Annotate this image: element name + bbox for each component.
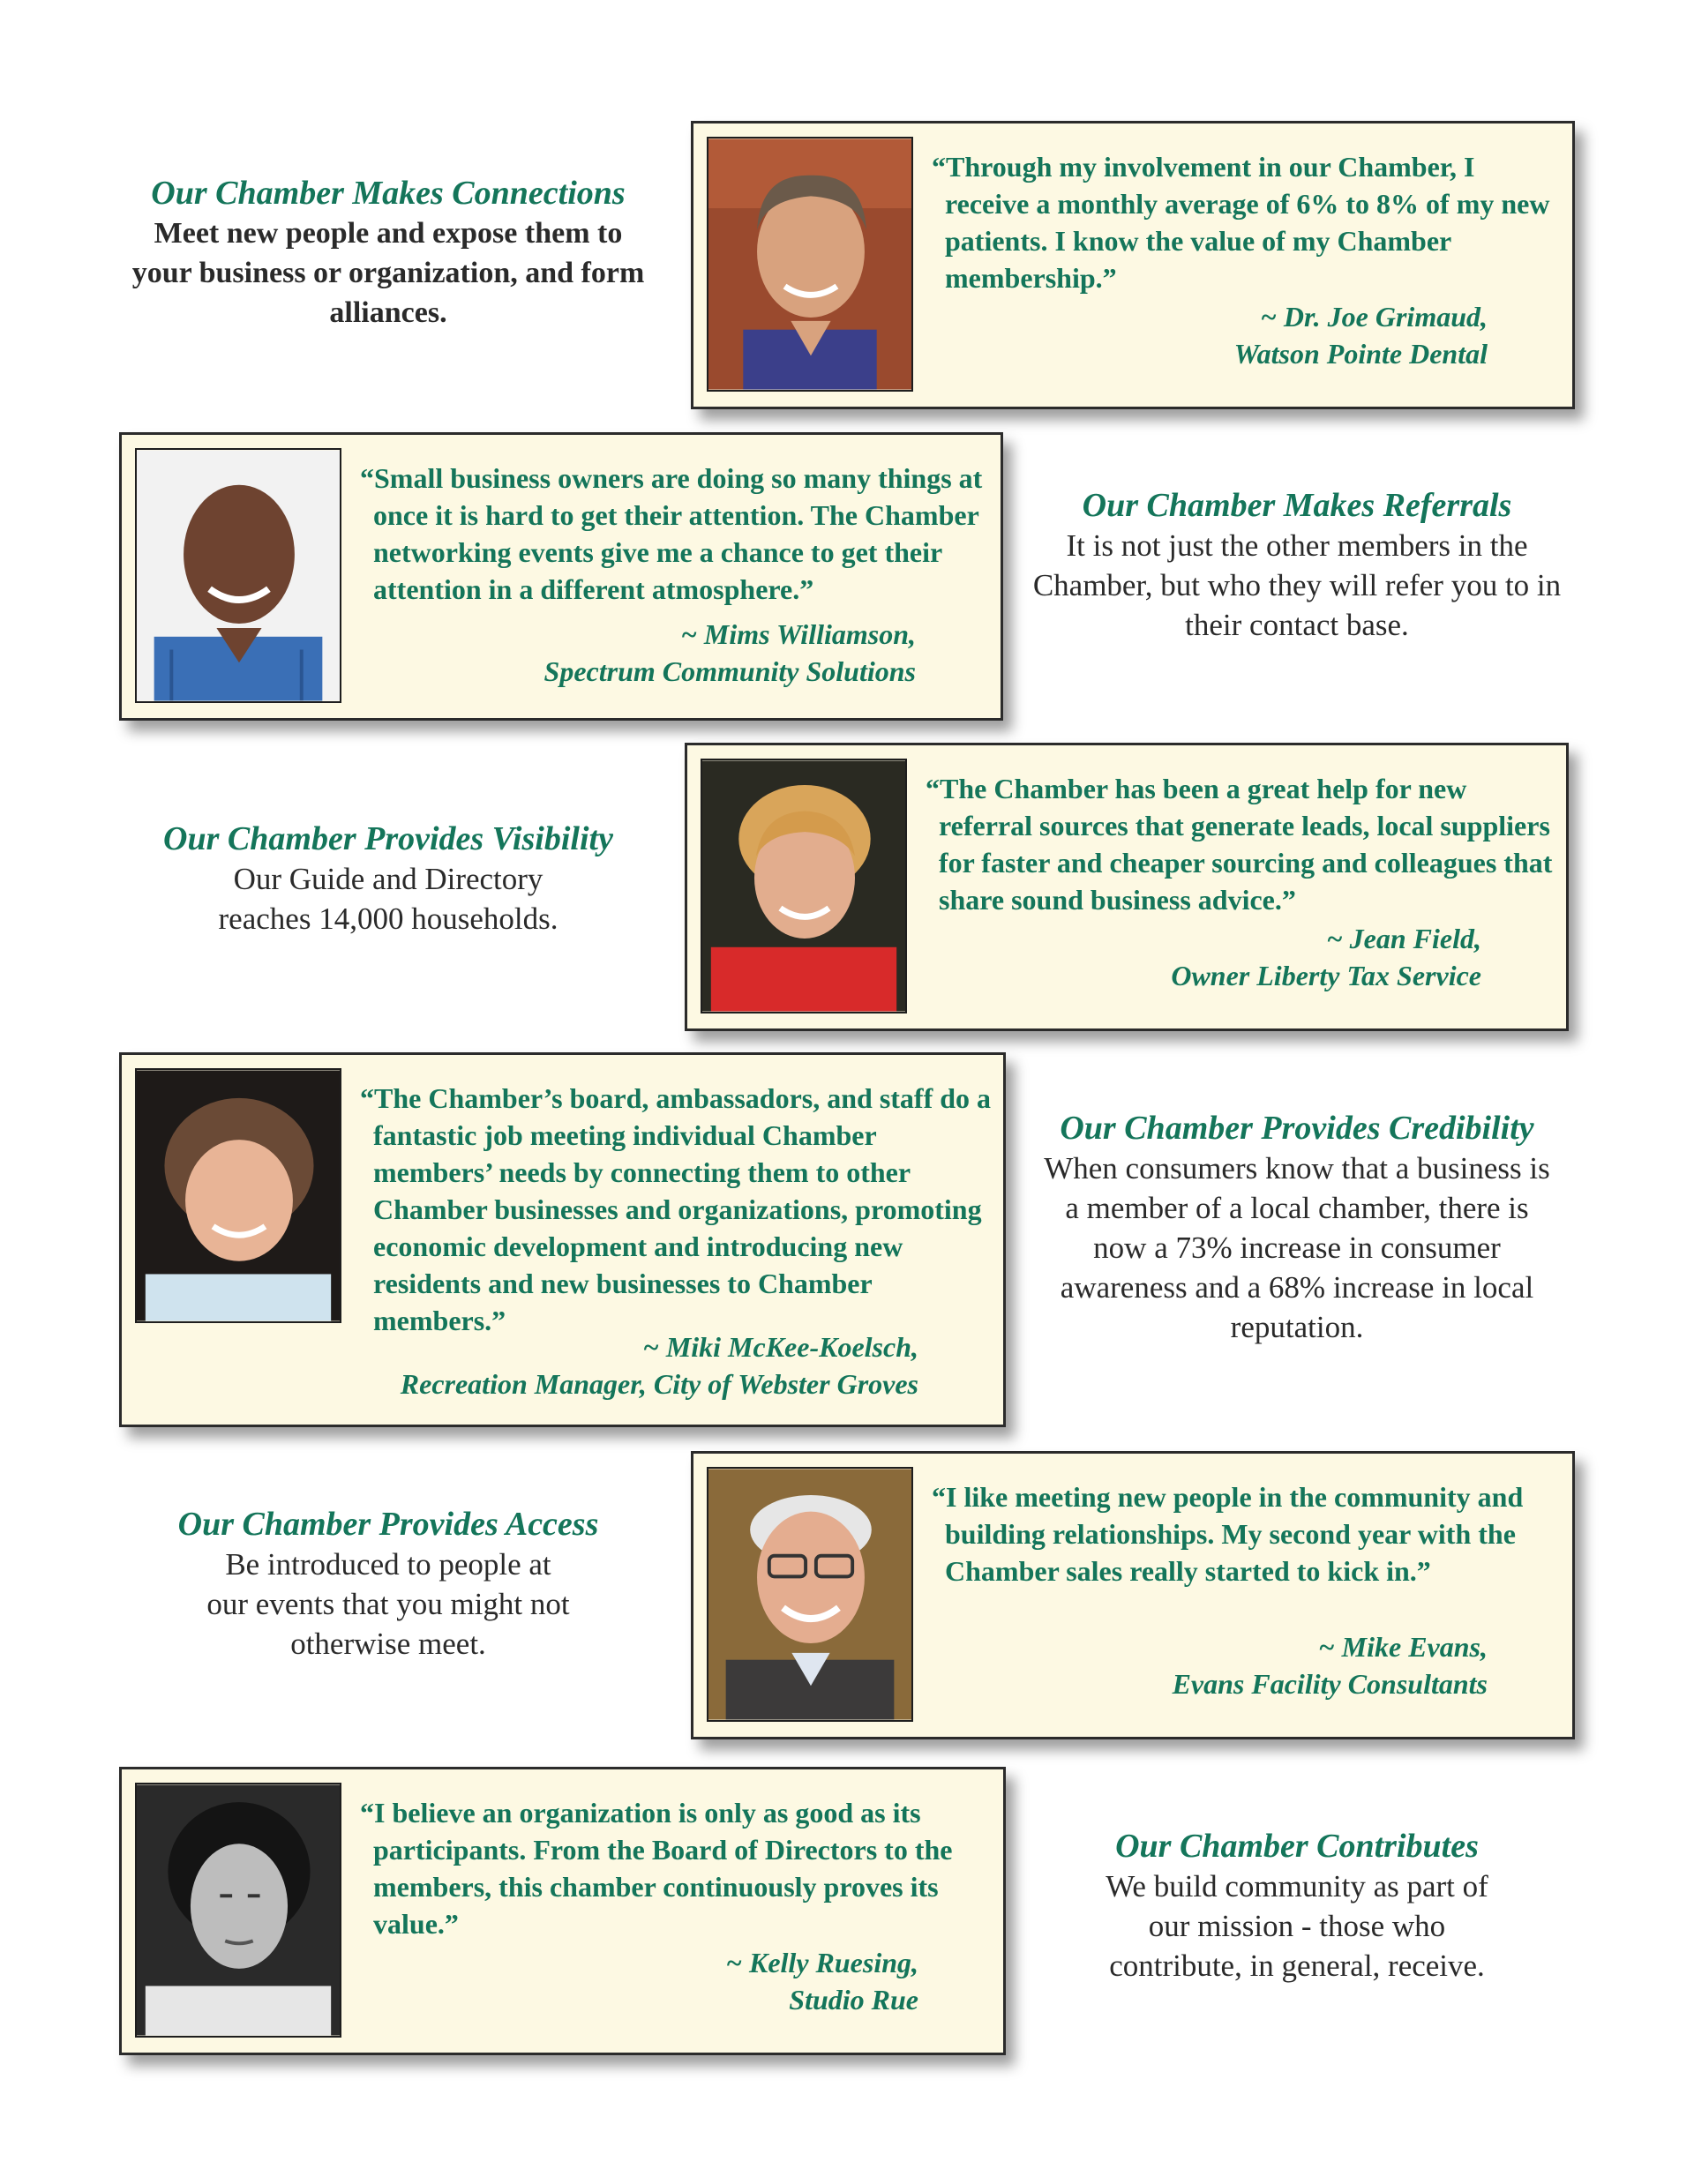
portrait-photo-field bbox=[701, 759, 907, 1013]
testimonial-attribution bbox=[1173, 1628, 1488, 1702]
section-title: Our Chamber Provides Visibility bbox=[163, 820, 613, 857]
section-title: Our Chamber Makes Connections bbox=[151, 175, 626, 212]
portrait-photo-ruesing bbox=[135, 1783, 341, 2038]
testimonial-card-ruesing bbox=[119, 1767, 1006, 2055]
side-contributes bbox=[1019, 1826, 1575, 1986]
attribution-name: ~ Jean Field, bbox=[1326, 923, 1481, 954]
testimonial-attribution bbox=[544, 616, 916, 690]
side-access bbox=[124, 1504, 653, 1664]
testimonial-attribution bbox=[1171, 920, 1481, 994]
section-title: Our Chamber Makes Referrals bbox=[1082, 487, 1512, 524]
section-title: Our Chamber Contributes bbox=[1115, 1828, 1479, 1865]
testimonial-quote: “Through my involvement in our Chamber, I receive a monthly average of 6% to 8% of my new patients. I know the value of my Chamber membership.” bbox=[932, 151, 1550, 294]
attribution-org: Evans Facility Consultants bbox=[1172, 1668, 1488, 1700]
portrait-photo-evans bbox=[707, 1467, 913, 1722]
attribution-name: ~ Mike Evans, bbox=[1318, 1631, 1488, 1663]
section-body: Meet new people and expose them to your business or organization, and form alliances. bbox=[131, 217, 645, 329]
portrait-photo-grimaud bbox=[707, 137, 913, 392]
attribution-org: Owner Liberty Tax Service bbox=[1171, 960, 1481, 991]
side-visibility bbox=[124, 819, 653, 939]
attribution-org: Studio Rue bbox=[789, 1984, 918, 2016]
testimonial-card-mckee-koelsch bbox=[119, 1052, 1006, 1427]
section-body: It is not just the other members in the Chamber, but who they will refer you to in their contact base. bbox=[1032, 528, 1562, 642]
man-portrait-icon bbox=[708, 138, 911, 390]
attribution-name: ~ Dr. Joe Grimaud, bbox=[1260, 301, 1488, 333]
section-title: Our Chamber Provides Credibility bbox=[1060, 1110, 1534, 1147]
testimonial-quote: “The Chamber has been a great help for new referral sources that generate leads, local suppliers for faster and cheaper sourcing and colleagues that share sound business advice.” bbox=[926, 773, 1553, 916]
testimonial-quote: “I like meeting new people in the community and building relationships. My second year with the Chamber sales really started to kick in.” bbox=[932, 1481, 1524, 1587]
testimonial-quote: “I believe an organization is only as good as its participants. From the Board of Directors to the members, this chamber continuously proves its value.” bbox=[360, 1797, 953, 1940]
man-portrait-icon bbox=[137, 450, 340, 701]
man-portrait-icon bbox=[708, 1469, 911, 1720]
section-body: Be introduced to people at our events that you might not otherwise meet. bbox=[206, 1547, 570, 1661]
testimonial-attribution bbox=[726, 1944, 918, 2018]
testimonial-quote: “The Chamber’s board, ambassadors, and staff do a fantastic job meeting individual Chamber members’ needs by connecting them to other Chamber businesses and organizations, promoting economic development and introducing new residents and new businesses to Chamber members.” bbox=[360, 1082, 992, 1336]
testimonial-attribution bbox=[401, 1328, 918, 1402]
testimonial-quote: “Small business owners are doing so many things at once it is hard to get their attention. The Chamber networking events give me a chance to get their attention in a different atmosphere.” bbox=[360, 462, 983, 605]
portrait-photo-williamson bbox=[135, 448, 341, 703]
section-body: We build community as part of our mission - those who contribute, in general, receive. bbox=[1106, 1869, 1488, 1983]
attribution-name: ~ Mims Williamson, bbox=[680, 618, 916, 650]
attribution-name: ~ Miki McKee-Koelsch, bbox=[642, 1331, 918, 1363]
side-connections bbox=[124, 173, 653, 333]
attribution-org: Spectrum Community Solutions bbox=[543, 655, 916, 687]
section-body: When consumers know that a business is a member of a local chamber, there is now a 73% increase in consumer awareness and a 68% increase in local reputation. bbox=[1044, 1151, 1550, 1344]
attribution-org: Watson Pointe Dental bbox=[1233, 338, 1488, 370]
woman-portrait-icon bbox=[702, 760, 905, 1012]
side-referrals bbox=[1019, 485, 1575, 645]
testimonial-card-field bbox=[685, 743, 1569, 1031]
attribution-org: Recreation Manager, City of Webster Groves bbox=[400, 1368, 918, 1400]
attribution-name: ~ Kelly Ruesing, bbox=[725, 1947, 918, 1978]
portrait-photo-mckee-koelsch bbox=[135, 1068, 341, 1323]
woman-portrait-icon bbox=[137, 1784, 340, 2036]
woman-portrait-icon bbox=[137, 1070, 340, 1321]
testimonial-attribution bbox=[1234, 298, 1488, 372]
side-credibility bbox=[1019, 1108, 1575, 1347]
section-body: Our Guide and Directory reaches 14,000 households. bbox=[218, 862, 558, 936]
testimonial-card-williamson bbox=[119, 432, 1003, 721]
section-title: Our Chamber Provides Access bbox=[177, 1506, 599, 1543]
testimonial-card-grimaud bbox=[691, 121, 1575, 409]
testimonial-card-evans bbox=[691, 1451, 1575, 1739]
